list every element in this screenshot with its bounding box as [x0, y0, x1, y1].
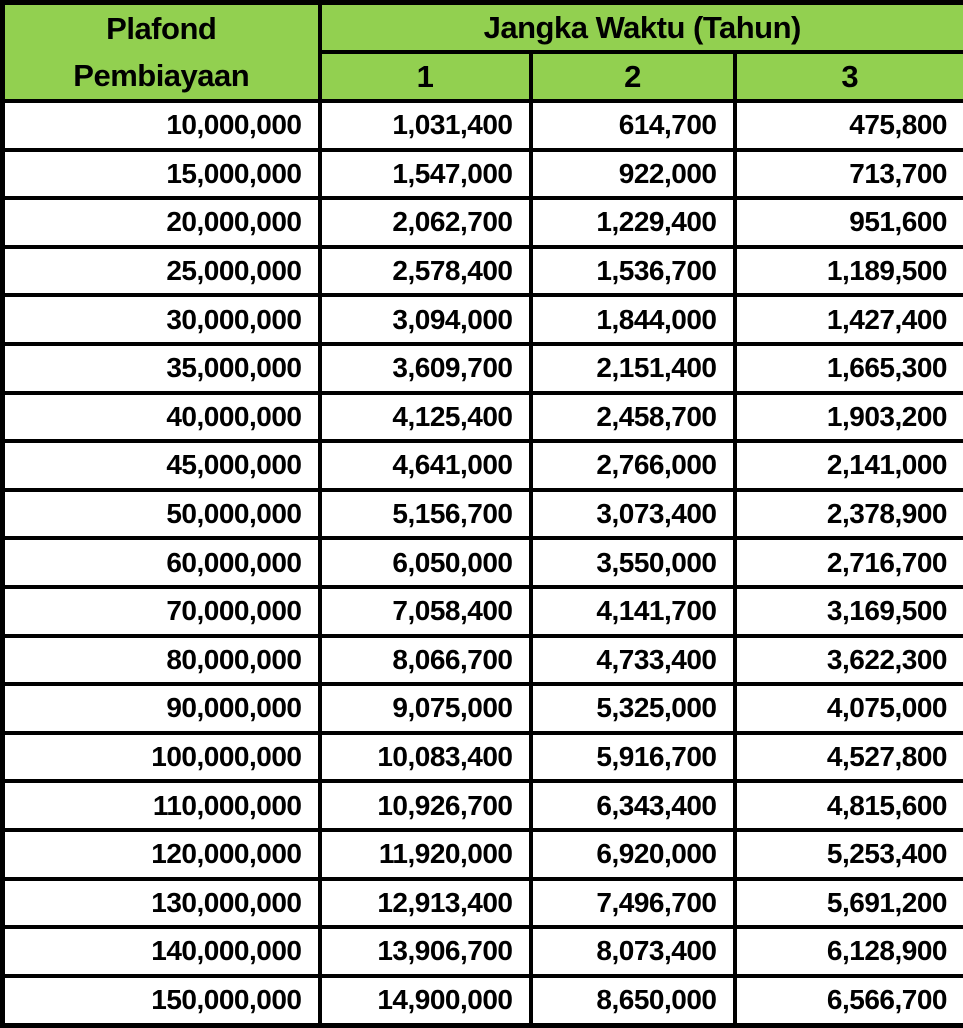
plafond-cell: 100,000,000 — [3, 733, 320, 782]
installment-cell: 11,920,000 — [320, 830, 531, 879]
table-row — [3, 490, 963, 539]
table-row — [3, 101, 963, 150]
table-row — [3, 295, 963, 344]
installment-cell: 6,128,900 — [735, 927, 963, 976]
installment-cell: 3,609,700 — [320, 344, 531, 393]
installment-cell: 10,083,400 — [320, 733, 531, 782]
installment-cell: 2,578,400 — [320, 247, 531, 296]
table-row — [3, 733, 963, 782]
plafond-cell: 50,000,000 — [3, 490, 320, 539]
year-header-2: 2 — [531, 52, 735, 101]
installment-cell: 4,733,400 — [531, 636, 735, 685]
table-row — [3, 344, 963, 393]
installment-cell: 2,151,400 — [531, 344, 735, 393]
plafond-cell: 140,000,000 — [3, 927, 320, 976]
installment-cell: 1,844,000 — [531, 295, 735, 344]
installment-cell: 922,000 — [531, 150, 735, 199]
installment-cell: 3,550,000 — [531, 538, 735, 587]
installment-cell: 475,800 — [735, 101, 963, 150]
plafond-cell: 80,000,000 — [3, 636, 320, 685]
installment-cell: 4,815,600 — [735, 781, 963, 830]
installment-cell: 2,716,700 — [735, 538, 963, 587]
table-row — [3, 830, 963, 879]
installment-cell: 1,229,400 — [531, 198, 735, 247]
installment-cell: 5,916,700 — [531, 733, 735, 782]
plafond-cell: 90,000,000 — [3, 684, 320, 733]
installment-cell: 6,566,700 — [735, 976, 963, 1025]
installment-cell: 614,700 — [531, 101, 735, 150]
year-header-1: 1 — [320, 52, 531, 101]
installment-cell: 4,141,700 — [531, 587, 735, 636]
installment-cell: 1,903,200 — [735, 393, 963, 442]
table-row — [3, 393, 963, 442]
installment-cell: 9,075,000 — [320, 684, 531, 733]
installment-cell: 1,427,400 — [735, 295, 963, 344]
plafond-cell: 25,000,000 — [3, 247, 320, 296]
table-row — [3, 927, 963, 976]
installment-cell: 1,189,500 — [735, 247, 963, 296]
installment-cell: 2,458,700 — [531, 393, 735, 442]
installment-cell: 7,496,700 — [531, 879, 735, 928]
table-row — [3, 781, 963, 830]
plafond-cell: 120,000,000 — [3, 830, 320, 879]
installment-cell: 713,700 — [735, 150, 963, 199]
installment-cell: 1,665,300 — [735, 344, 963, 393]
installment-cell: 13,906,700 — [320, 927, 531, 976]
table-row — [3, 441, 963, 490]
installment-cell: 2,766,000 — [531, 441, 735, 490]
installment-cell: 1,536,700 — [531, 247, 735, 296]
installment-cell: 7,058,400 — [320, 587, 531, 636]
plafond-cell: 70,000,000 — [3, 587, 320, 636]
plafond-cell: 30,000,000 — [3, 295, 320, 344]
plafond-cell: 40,000,000 — [3, 393, 320, 442]
table-row — [3, 538, 963, 587]
installment-cell: 5,325,000 — [531, 684, 735, 733]
table-row — [3, 636, 963, 685]
table-row — [3, 247, 963, 296]
table-row — [3, 976, 963, 1025]
plafond-cell: 110,000,000 — [3, 781, 320, 830]
plafond-cell: 20,000,000 — [3, 198, 320, 247]
installment-cell: 14,900,000 — [320, 976, 531, 1025]
plafond-cell: 45,000,000 — [3, 441, 320, 490]
plafond-cell: 10,000,000 — [3, 101, 320, 150]
installment-cell: 6,343,400 — [531, 781, 735, 830]
installment-cell: 4,125,400 — [320, 393, 531, 442]
installment-cell: 10,926,700 — [320, 781, 531, 830]
installment-cell: 6,050,000 — [320, 538, 531, 587]
plafond-cell: 35,000,000 — [3, 344, 320, 393]
installment-cell: 1,031,400 — [320, 101, 531, 150]
installment-cell: 951,600 — [735, 198, 963, 247]
plafond-cell: 60,000,000 — [3, 538, 320, 587]
installment-cell: 2,141,000 — [735, 441, 963, 490]
installment-cell: 4,527,800 — [735, 733, 963, 782]
installment-cell: 6,920,000 — [531, 830, 735, 879]
table-row — [3, 198, 963, 247]
installment-cell: 4,075,000 — [735, 684, 963, 733]
plafond-header-line2: Pembiayaan — [5, 52, 318, 99]
installment-cell: 2,378,900 — [735, 490, 963, 539]
installment-cell: 5,691,200 — [735, 879, 963, 928]
table-row — [3, 879, 963, 928]
installment-cell: 8,650,000 — [531, 976, 735, 1025]
installment-cell: 2,062,700 — [320, 198, 531, 247]
installment-cell: 3,073,400 — [531, 490, 735, 539]
installment-cell: 8,066,700 — [320, 636, 531, 685]
installment-cell: 3,094,000 — [320, 295, 531, 344]
installment-cell: 3,622,300 — [735, 636, 963, 685]
plafond-cell: 15,000,000 — [3, 150, 320, 199]
installment-cell: 3,169,500 — [735, 587, 963, 636]
year-header-3: 3 — [735, 52, 963, 101]
plafond-header-line1: Plafond — [5, 5, 318, 52]
table-row — [3, 684, 963, 733]
installment-cell: 5,253,400 — [735, 830, 963, 879]
plafond-cell: 150,000,000 — [3, 976, 320, 1025]
plafond-pembiayaan-header — [3, 3, 320, 102]
installment-cell: 12,913,400 — [320, 879, 531, 928]
plafond-cell: 130,000,000 — [3, 879, 320, 928]
installment-cell: 8,073,400 — [531, 927, 735, 976]
table-row — [3, 587, 963, 636]
installment-cell: 5,156,700 — [320, 490, 531, 539]
jangka-waktu-header: Jangka Waktu (Tahun) — [320, 3, 963, 53]
installment-cell: 4,641,000 — [320, 441, 531, 490]
installment-cell: 1,547,000 — [320, 150, 531, 199]
header-row-group — [3, 3, 963, 53]
table-row — [3, 150, 963, 199]
